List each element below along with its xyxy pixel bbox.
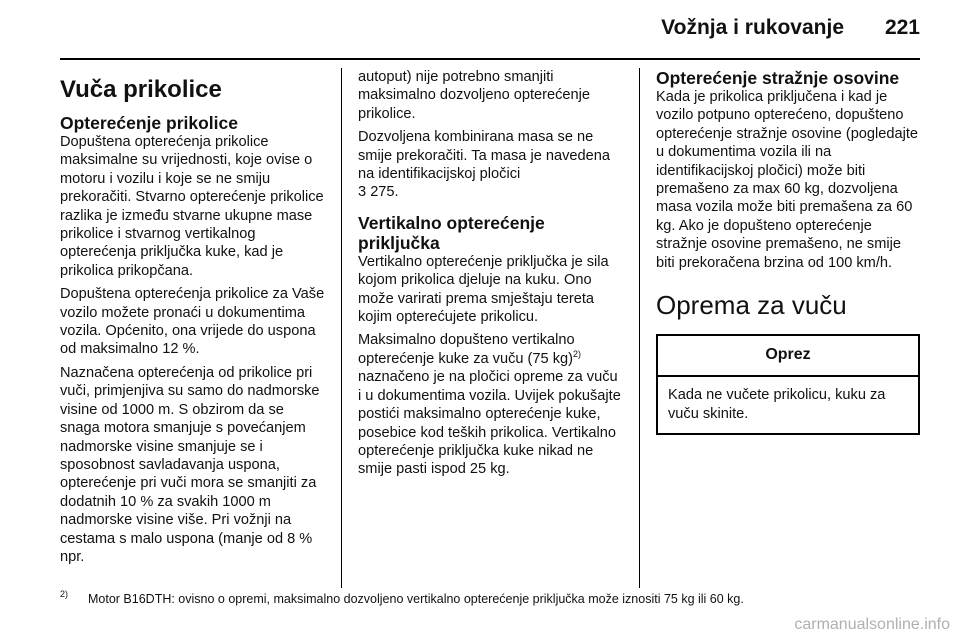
column-divider-2 xyxy=(639,68,640,588)
paragraph: Vertikalno opterećenje priključka je sila kojom prikolica djeluje na kuku. Ono može varirati prema smještaju tereta kojim opterećujete prikolicu. xyxy=(358,253,609,326)
paragraph-text: Dozvoljena kombinirana masa se ne smije prekoračiti. Ta masa je navedena na identifikacijskoj pločici xyxy=(358,129,611,183)
caution-title: Oprez xyxy=(658,336,918,377)
column-divider-1 xyxy=(341,68,342,588)
footnote-text: Motor B16DTH: ovisno o opremi, maksimalno dozvoljeno vertikalno opterećenje priključka može iznositi 75 kg ili 60 kg. xyxy=(88,592,744,606)
header-rule xyxy=(60,58,920,60)
paragraph: Dopuštena opterećenja prikolice za Vaše vozilo možete pronaći u dokumentima vozila. Općenito, ona vrijede do uspona od maksimalno 12 %. xyxy=(60,286,325,358)
page-number: 221 xyxy=(884,16,920,39)
paragraph: Kada je prikolica priključena i kad je vozilo potpuno opterećeno, dopušteno opterećenje stražnje osovine (pogledajte u dokumentima vozila ili na identifikacijskoj pločici) može biti premašeno za max 60 kg, dozvoljena masa vozila može biti premašena za 60 kg. Ako je dopušteno opterećenje stražnje osovine premašeno, ne smije biti prekoračena brzina od 100 km/h. xyxy=(656,89,919,271)
caution-box xyxy=(656,334,920,435)
subsection-title-vertical-load: Vertikalno opterećenje priključka xyxy=(358,212,545,253)
running-title: Vožnja i rukovanje xyxy=(661,16,844,39)
column-2 xyxy=(358,68,624,484)
column-1 xyxy=(60,68,326,571)
paragraph: Dopuštena opterećenja prikolice maksimalne su vrijednosti, koje ovise o motoru i vozilu i koje se ne smiju prekoračiti. Stvarno opterećenje prikolice razlika je između stvarne ukupne mase prikolice i stvarnog vertikalnog opterećenja priključka kuke, kad je prikolica prikopčana. xyxy=(60,134,324,279)
page-reference-icon: 3 xyxy=(358,184,367,201)
footnote-marker[interactable]: 2) xyxy=(572,349,581,360)
footnote-mark: 2) xyxy=(60,589,69,599)
paragraph-text: naznačeno je na pločici opreme za vuču i u dokumentima vozila. Uvijek pokušajte postići maksimalno opterećenje kuke, posebice kod teških prikolica. Vertikalno opterećenje priključka kuke nikad ne smije pasti ispod 25 kg. xyxy=(358,369,621,478)
paragraph: Naznačena opterećenja od prikolice pri vuči, primjenjiva su samo do nadmorske visine od 1000 m. S obzirom da se snaga motora smanjuje s povećanjem nadmorske visine smanjuje se i sposobnost savladavanja uspona, opterećenje pri vuči mora se smanjiti za dodatnih 10 % za svakih 1000 m nadmorske visine više. Pri vožnji na cestama s malo uspona (manje od 8 % npr. xyxy=(60,364,320,565)
watermark: carmanualsonline.info xyxy=(794,616,950,633)
section-title-trailer-towing: Vuča prikolice xyxy=(60,76,222,103)
paragraph: autoput) nije potrebno smanjiti maksimalno dozvoljeno opterećenje prikolice. xyxy=(358,69,591,122)
caution-text: Kada ne vučete prikolicu, kuku za vuču skinite. xyxy=(668,387,886,422)
page-reference-link[interactable]: 275. xyxy=(370,184,399,201)
paragraph-text: Maksimalno dopušteno vertikalno opterećenje kuke za vuču (75 kg) xyxy=(358,332,575,367)
subsection-title-trailer-load: Opterećenje prikolice xyxy=(60,113,238,133)
subsection-title-rear-axle: Opterećenje stražnje osovine xyxy=(656,68,900,88)
paragraph xyxy=(358,331,624,478)
section-title-towing-equipment: Oprema za vuču xyxy=(656,290,847,321)
paragraph xyxy=(358,128,624,202)
page-header xyxy=(60,16,920,46)
column-3 xyxy=(656,68,922,435)
